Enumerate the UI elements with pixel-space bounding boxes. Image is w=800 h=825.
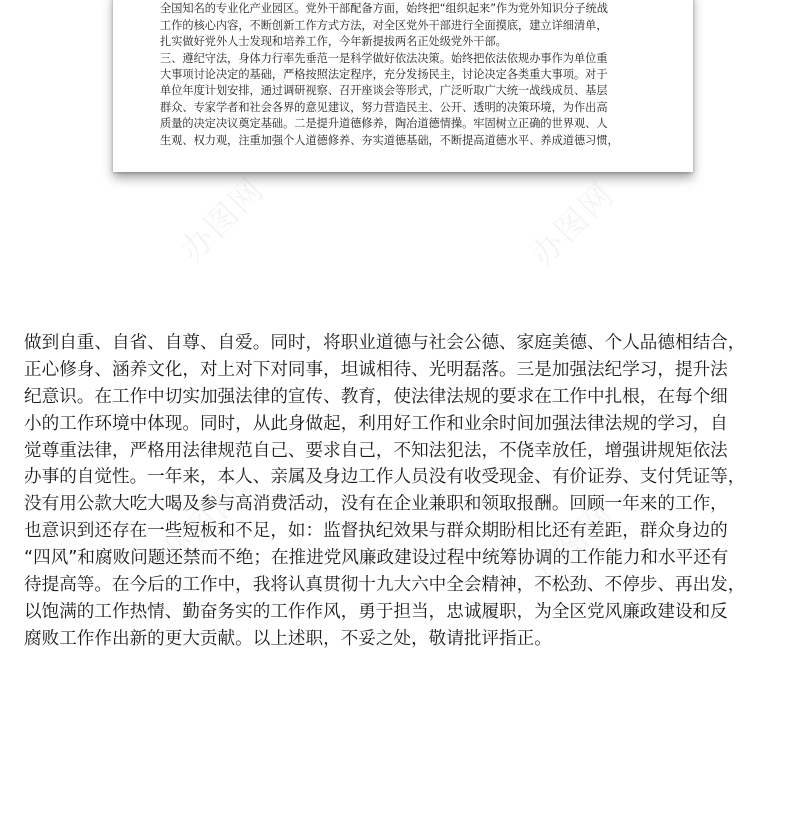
body-line: 腐败工作作出新的更大贡献。以上述职，不妥之处，敬请批评指正。 <box>24 628 552 649</box>
watermark: 办图网 <box>522 174 622 274</box>
main-body-text <box>24 330 780 653</box>
preview-line: 全国知名的专业化产业园区。党外干部配备方面，始终把“组织起来”作为党外知识分子统战 <box>160 2 608 16</box>
document-preview-text <box>160 0 650 149</box>
body-line: 正心修身、涵养文化，对上对下对同事，坦诚相待、光明磊落。三是加强法纪学习，提升法 <box>24 359 728 380</box>
body-line: 待提高等。在今后的工作中，我将认真贯彻十九大六中全会精神，不松劲、不停步、再出发， <box>24 575 746 596</box>
watermark: 办图网 <box>152 474 252 574</box>
preview-line: 单位年度计划安排，通过调研视察、召开座谈会等形式，广泛听取广大统一战线成员、基层 <box>160 84 608 98</box>
preview-line: 工作的核心内容，不断创新工作方式方法，对全区党外干部进行全面摸底，建立详细清单， <box>160 18 608 32</box>
preview-line: 群众、专家学者和社会各界的意见建议，努力营造民主、公开、透明的决策环境，为作出高 <box>160 100 608 114</box>
preview-line: 生观、权力观，注重加强个人道德修养、夯实道德基础，不断提高道德水平、养成道德习惯， <box>160 133 619 147</box>
watermark: 办图网 <box>172 169 272 269</box>
body-line: 觉尊重法律，严格用法律规范自己、要求自己，不知法犯法，不侥幸放任，增强讲规矩依法 <box>24 440 728 461</box>
watermark: 办图网 <box>522 494 622 594</box>
body-line: 也意识到还存在一些短板和不足，如：监督执纪效果与群众期盼相比还有差距，群众身边的 <box>24 521 728 542</box>
body-line: 没有用公款大吃大喝及参与高消费活动，没有在企业兼职和领取报酬。回顾一年来的工作， <box>24 494 728 515</box>
body-line: 以饱满的工作热情、勤奋务实的工作作风，勇于担当，忠诚履职，为全区党风廉政建设和反 <box>24 601 728 622</box>
preview-line: 质量的决定决议奠定基础。二是提升道德修养，陶冶道德情操。牢固树立正确的世界观、人 <box>160 117 608 131</box>
body-line: “四风”和腐败问题还禁而不绝；在推进党风廉政建设过程中统筹协调的工作能力和水平还有 <box>24 548 729 569</box>
document-preview-card <box>113 0 693 172</box>
preview-line: 三、遵纪守法，身体力行率先垂范一是科学做好依法决策。始终把依法依规办事作为单位重 <box>160 51 608 65</box>
preview-line: 扎实做好党外人士发现和培养工作，今年新提拔两名正处级党外干部。 <box>160 35 507 49</box>
body-line: 办事的自觉性。一年来，本人、亲属及身边工作人员没有收受现金、有价证券、支付凭证等， <box>24 467 746 488</box>
body-line: 做到自重、自省、自尊、自爱。同时，将职业道德与社会公德、家庭美德、个人品德相结合， <box>24 333 746 353</box>
body-line: 纪意识。在工作中切实加强法律的宣传、教育，使法律法规的要求在工作中扎根，在每个细 <box>24 386 728 407</box>
body-line: 小的工作环境中体现。同时，从此身做起，利用好工作和业余时间加强法律法规的学习，自 <box>24 413 728 434</box>
preview-line: 大事项讨论决定的基础，严格按照法定程序，充分发扬民主，讨论决定各类重大事项。对于 <box>160 67 608 81</box>
